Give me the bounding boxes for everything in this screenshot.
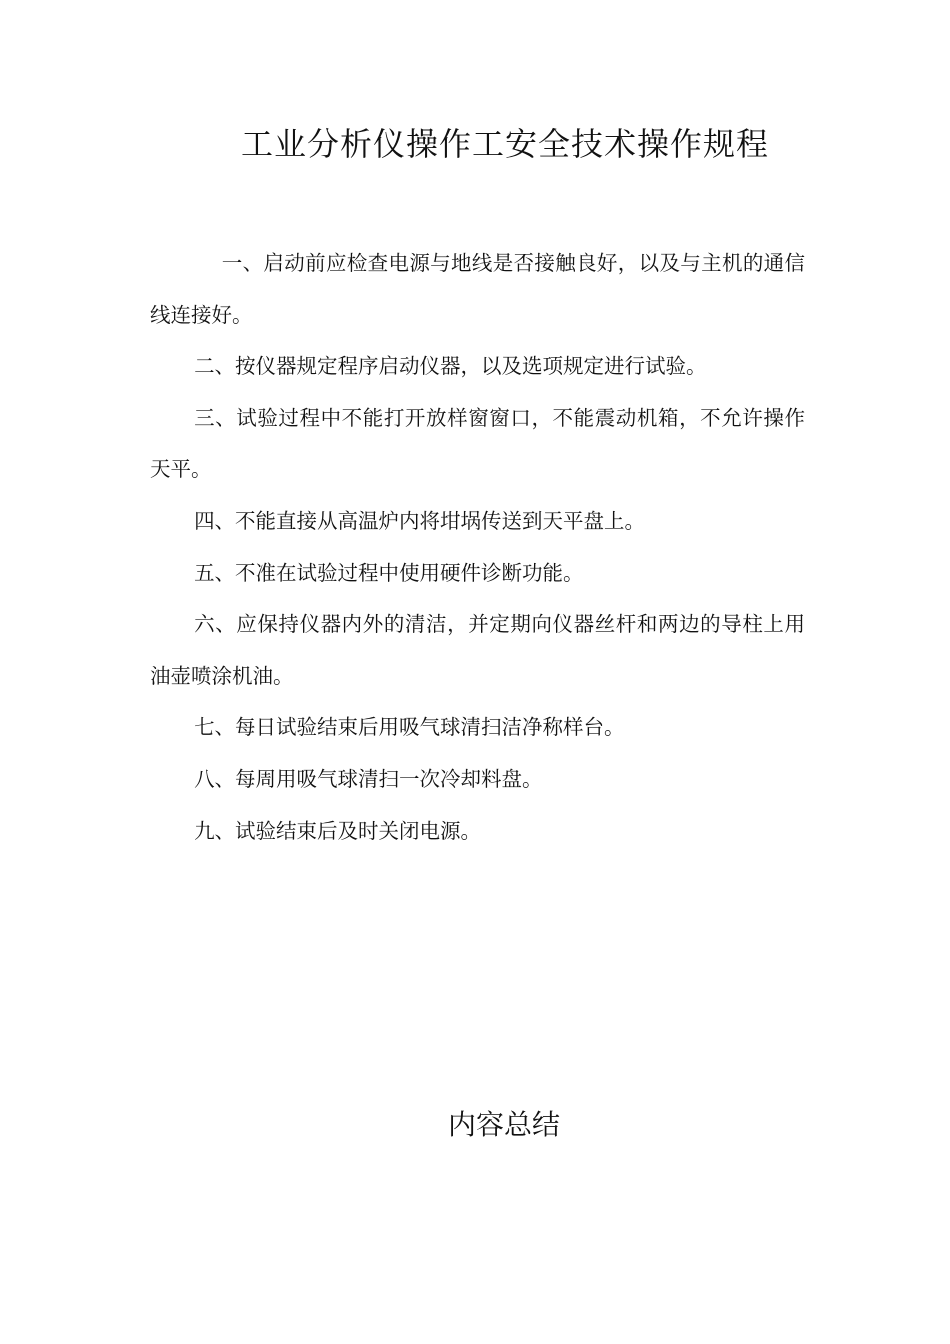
- paragraph-3: 三、试验过程中不能打开放样窗窗口，不能震动机箱，不允许操作天平。: [150, 405, 805, 482]
- paragraph-5: 五、不准在试验过程中使用硬件诊断功能。: [194, 560, 584, 585]
- document-title: 工业分析仪操作工安全技术操作规程: [240, 125, 769, 163]
- paragraph-2: 二、按仪器规定程序启动仪器，以及选项规定进行试验。: [194, 354, 707, 379]
- paragraph-8: 八、每周用吸气球清扫一次冷却料盘。: [194, 766, 543, 791]
- paragraph-1: 一、启动前应检查电源与地线是否接触良好，以及与主机的通信线连接好。: [150, 251, 805, 327]
- paragraph-4: 四、不能直接从高温炉内将坩埚传送到天平盘上。: [194, 508, 646, 533]
- paragraph-9: 九、试验结束后及时关闭电源。: [194, 818, 482, 843]
- paragraph-7: 七、每日试验结束后用吸气球清扫洁净称样台。: [194, 715, 625, 740]
- document-body: [150, 238, 805, 857]
- summary-heading: 内容总结: [448, 1108, 561, 1141]
- paragraph-6: 六、应保持仪器内外的清洁，并定期向仪器丝杆和两边的导柱上用油壶喷涂机油。: [150, 612, 805, 688]
